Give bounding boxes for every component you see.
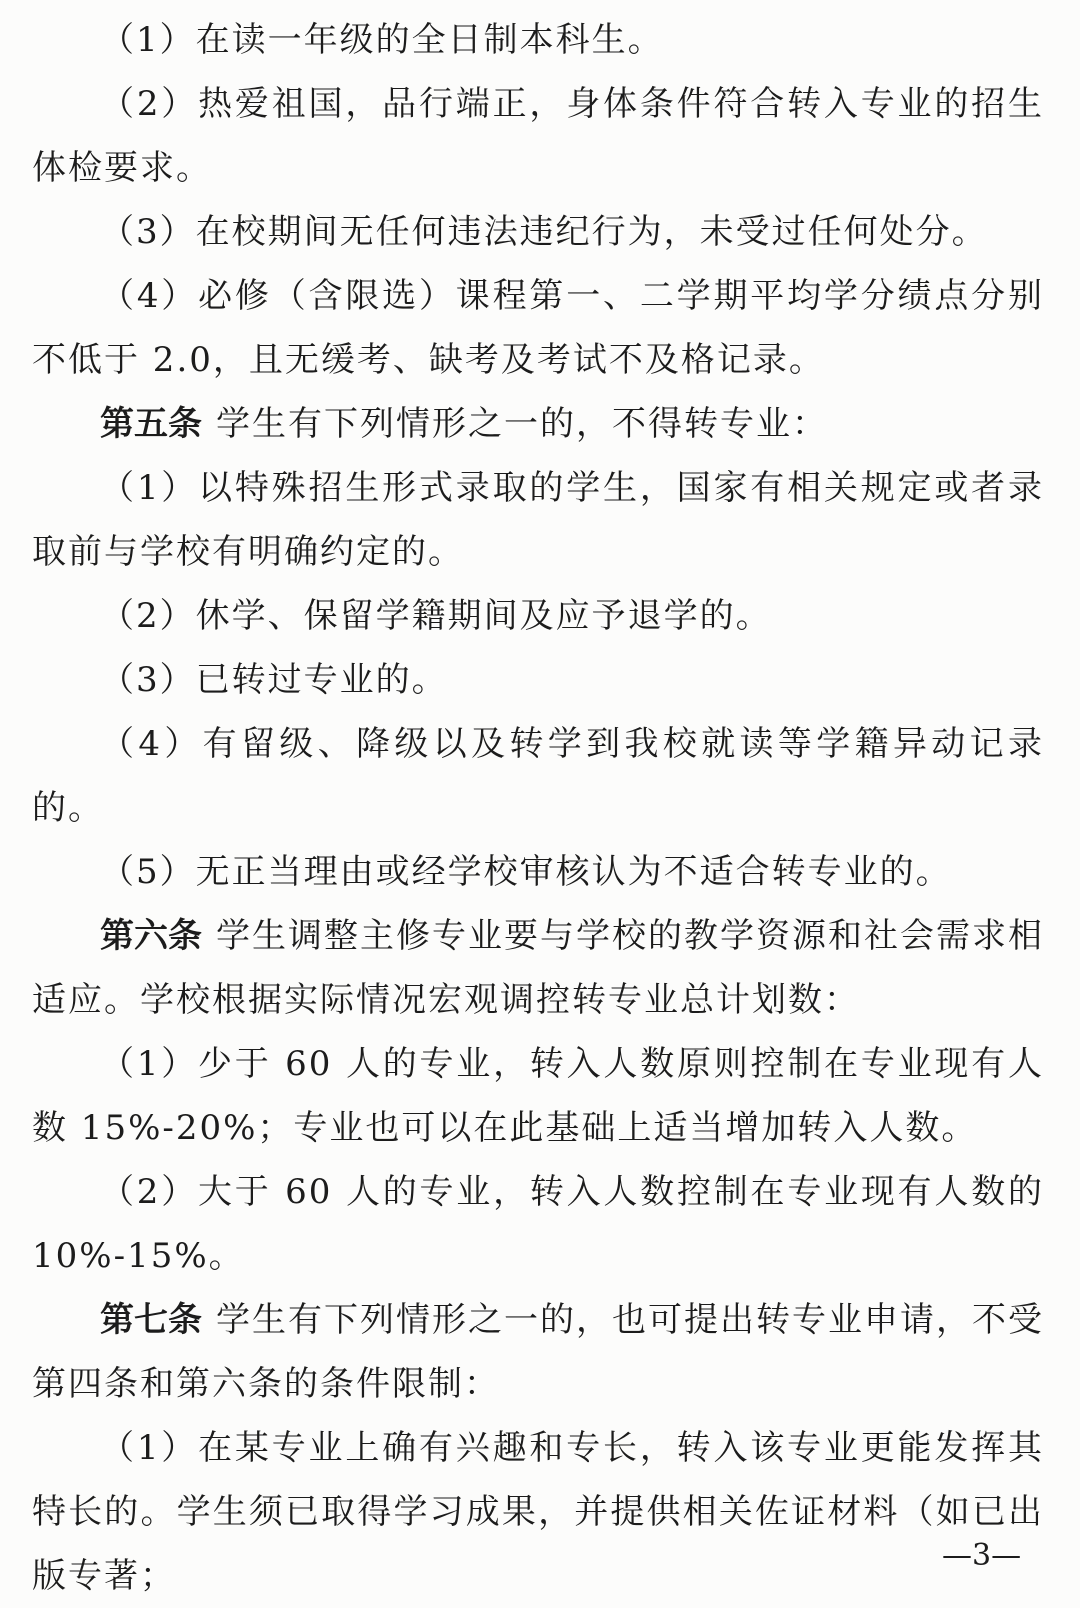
paragraph-5-2: （2）休学、保留学籍期间及应予退学的。 (100, 596, 772, 636)
paragraph-5-4: （4）有留级、降级以及转学到我校就读等学籍异动记录的。 (32, 724, 1044, 828)
paragraph-6-1: （1）少于 60 人的专业，转入人数原则控制在专业现有人数 15%-20%；专业也可以在此基础上适当增加转入人数。 (32, 1044, 1044, 1148)
page-number: —3— (942, 1538, 1022, 1573)
article-7-heading: 第七条 学生有下列情形之一的，也可提出转专业申请，不受第四条和第六条的条件限制： (32, 1300, 1044, 1404)
paragraph-4-2: （2）热爱祖国，品行端正，身体条件符合转入专业的招生体检要求。 (32, 84, 1044, 188)
paragraph-4-1: （1）在读一年级的全日制本科生。 (100, 20, 664, 60)
paragraph-4-3: （3）在校期间无任何违法违纪行为，未受过任何处分。 (100, 212, 988, 252)
paragraph-5-3: （3）已转过专业的。 (100, 660, 448, 700)
article-label: 第七条 (100, 1300, 202, 1340)
paragraph-4-4: （4）必修（含限选）课程第一、二学期平均学分绩点分别不低于 2.0，且无缓考、缺考及考试不及格记录。 (32, 276, 1044, 380)
paragraph-5-1: （1）以特殊招生形式录取的学生，国家有相关规定或者录取前与学校有明确约定的。 (32, 468, 1044, 572)
document-body (32, 8, 1044, 1608)
article-label: 第五条 (100, 404, 202, 444)
paragraph-5-5: （5）无正当理由或经学校审核认为不适合转专业的。 (100, 852, 952, 892)
article-label: 第六条 (100, 916, 202, 956)
paragraph-7-1: （1）在某专业上确有兴趣和专长，转入该专业更能发挥其特长的。学生须已取得学习成果，并提供相关佐证材料（如已出版专著； (32, 1428, 1044, 1596)
paragraph-6-2: （2）大于 60 人的专业，转入人数控制在专业现有人数的 10%-15%。 (32, 1172, 1044, 1276)
article-6-heading: 第六条 学生调整主修专业要与学校的教学资源和社会需求相适应。学校根据实际情况宏观调控转专业总计划数： (32, 916, 1044, 1020)
article-5-heading: 第五条 学生有下列情形之一的，不得转专业： (100, 404, 828, 444)
